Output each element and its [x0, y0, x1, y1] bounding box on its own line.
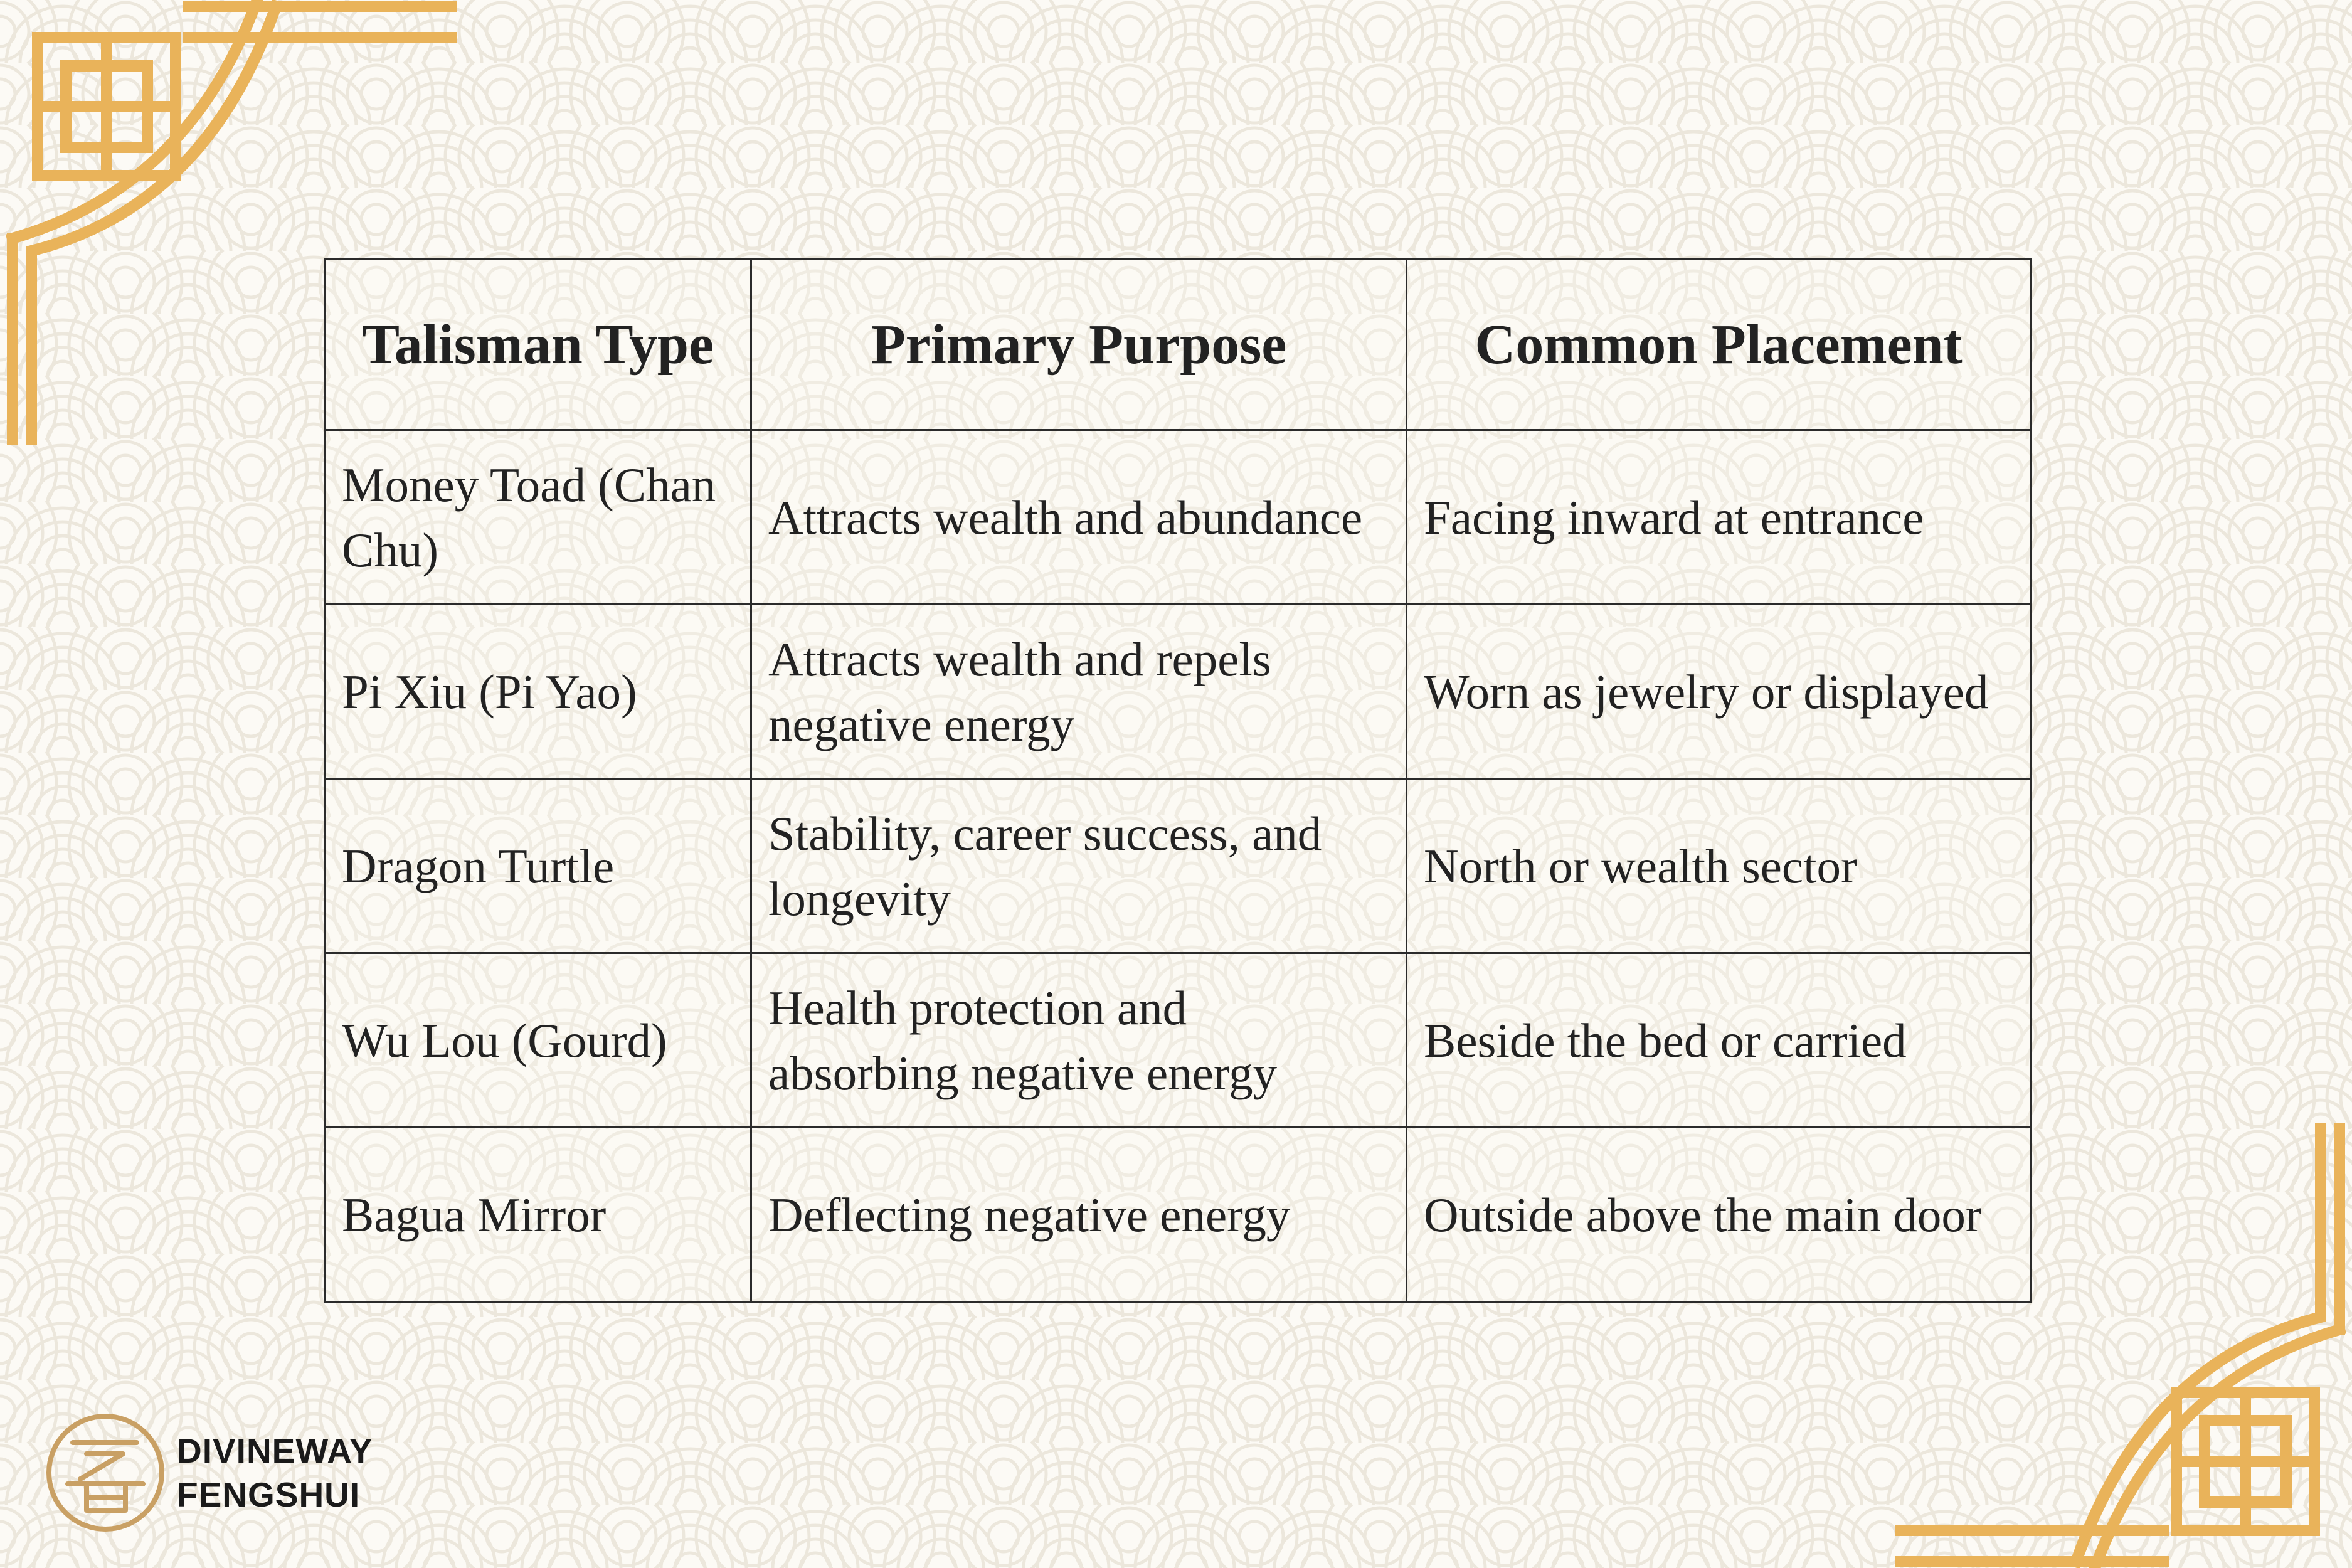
cell-primary-purpose: Attracts wealth and repels negative energy: [751, 605, 1407, 779]
cell-primary-purpose: Attracts wealth and abundance: [751, 430, 1407, 605]
cell-common-placement: North or wealth sector: [1407, 779, 2031, 953]
cell-talisman-type: Pi Xiu (Pi Yao): [325, 605, 751, 779]
header-talisman-type: Talisman Type: [325, 259, 751, 430]
cell-common-placement: Outside above the main door: [1407, 1128, 2031, 1302]
cell-common-placement: Facing inward at entrance: [1407, 430, 2031, 605]
table-row: [325, 953, 2031, 1128]
brand-name: [177, 1429, 373, 1517]
table-row: [325, 1128, 2031, 1302]
table-row: [325, 605, 2031, 779]
table-header-row: [325, 259, 2031, 430]
cell-common-placement: Worn as jewelry or displayed: [1407, 605, 2031, 779]
brand-line-2: FENGSHUI: [177, 1475, 361, 1514]
table-row: [325, 779, 2031, 953]
talisman-table: [324, 258, 2032, 1303]
cell-talisman-type: Bagua Mirror: [325, 1128, 751, 1302]
brand-line-1: DIVINEWAY: [177, 1431, 373, 1470]
cell-talisman-type: Dragon Turtle: [325, 779, 751, 953]
table-row: [325, 430, 2031, 605]
cell-talisman-type: Wu Lou (Gourd): [325, 953, 751, 1128]
header-primary-purpose: Primary Purpose: [751, 259, 1407, 430]
cell-talisman-type: Money Toad (Chan Chu): [325, 430, 751, 605]
cell-primary-purpose: Health protection and absorbing negative energy: [751, 953, 1407, 1128]
cell-common-placement: Beside the bed or carried: [1407, 953, 2031, 1128]
fengshui-logo-icon: [43, 1410, 168, 1535]
cell-primary-purpose: Stability, career success, and longevity: [751, 779, 1407, 953]
cell-primary-purpose: Deflecting negative energy: [751, 1128, 1407, 1302]
header-common-placement: Common Placement: [1407, 259, 2031, 430]
